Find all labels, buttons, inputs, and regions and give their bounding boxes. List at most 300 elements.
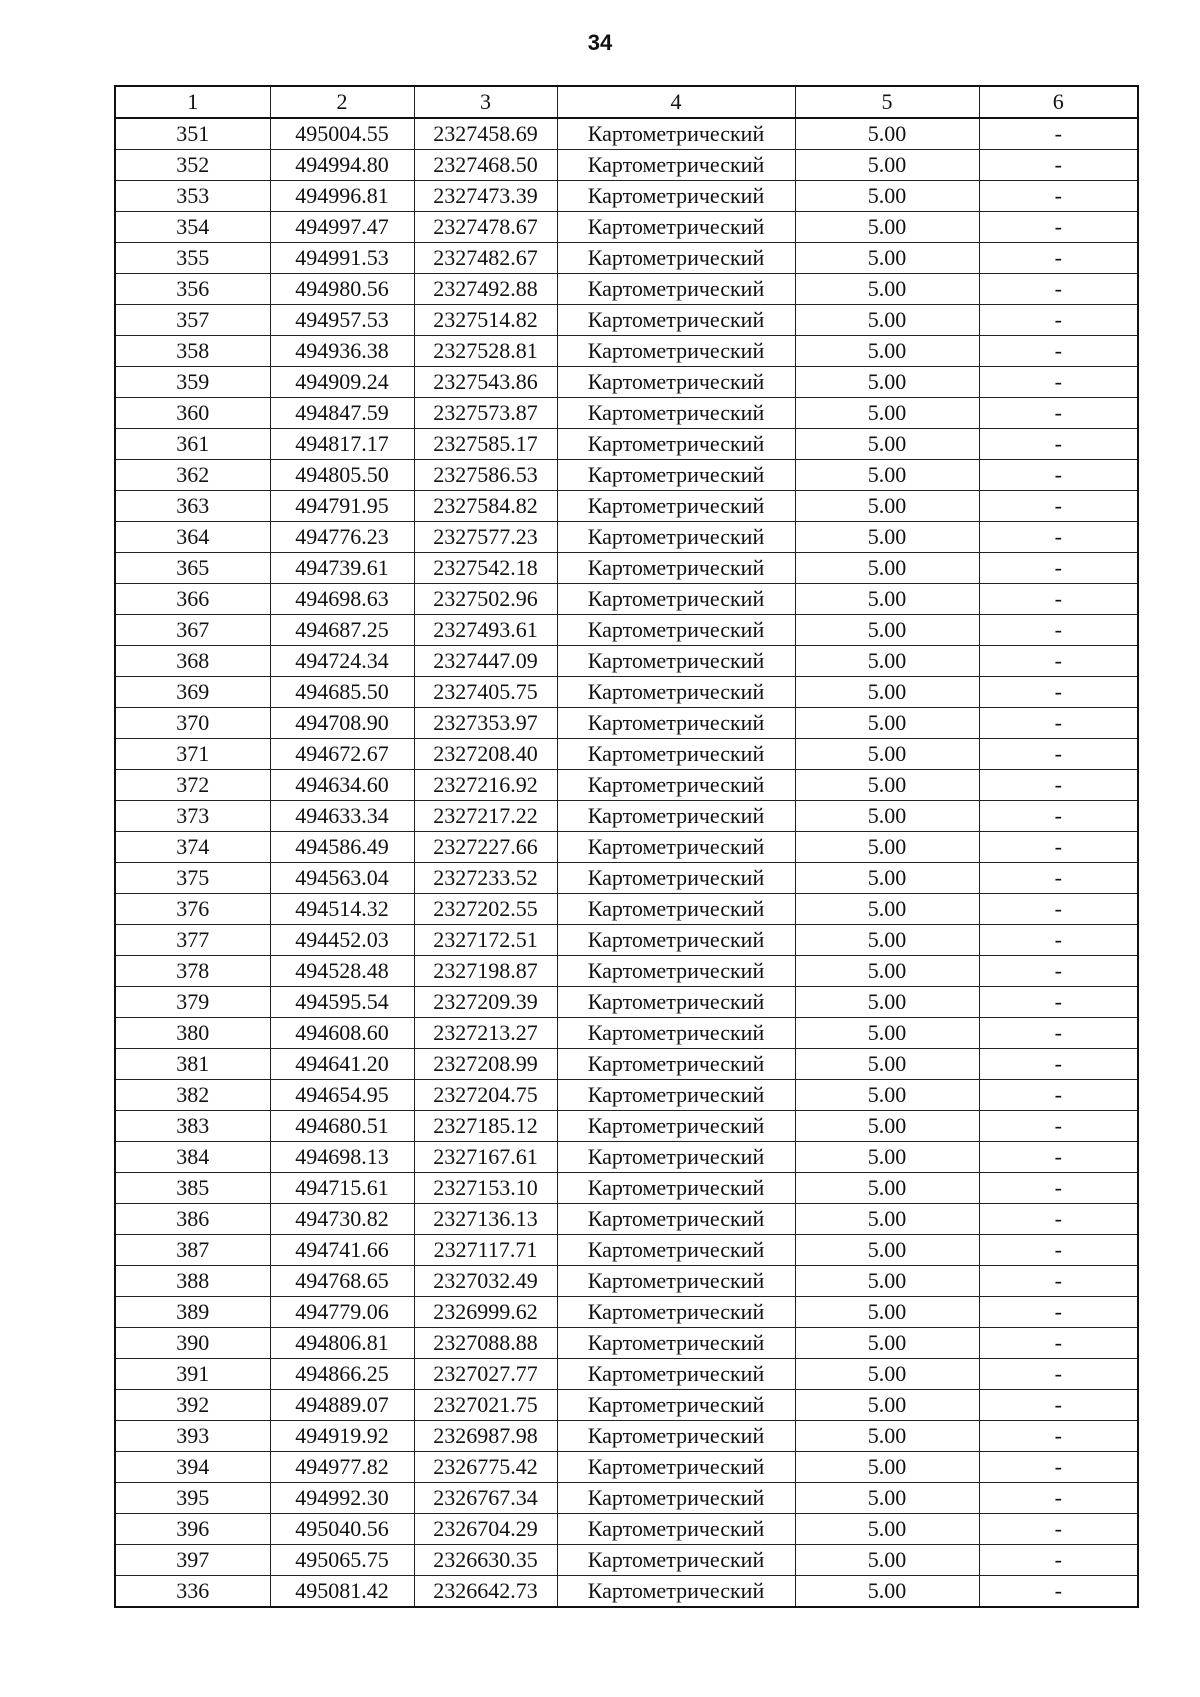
accuracy-cell: 5.00 [795,832,979,863]
accuracy-cell: 5.00 [795,863,979,894]
table-row [115,1297,1138,1328]
note-cell: - [979,987,1138,1018]
y-coordinate-cell: 2327227.66 [414,832,557,863]
y-coordinate-cell: 2327542.18 [414,553,557,584]
accuracy-cell: 5.00 [795,1235,979,1266]
point-number-cell: 351 [115,118,270,150]
note-cell: - [979,1173,1138,1204]
x-coordinate-cell: 494687.25 [270,615,414,646]
method-cell: Картометрический [557,770,795,801]
x-coordinate-cell: 494768.65 [270,1266,414,1297]
y-coordinate-cell: 2327584.82 [414,491,557,522]
accuracy-cell: 5.00 [795,1514,979,1545]
y-coordinate-cell: 2327482.67 [414,243,557,274]
x-coordinate-cell: 494992.30 [270,1483,414,1514]
accuracy-cell: 5.00 [795,1018,979,1049]
table-row [115,615,1138,646]
table-row [115,1576,1138,1608]
table-row [115,1390,1138,1421]
y-coordinate-cell: 2327492.88 [414,274,557,305]
table-row [115,336,1138,367]
column-header-5: 5 [795,86,979,118]
method-cell: Картометрический [557,1235,795,1266]
point-number-cell: 355 [115,243,270,274]
accuracy-cell: 5.00 [795,584,979,615]
table-row [115,491,1138,522]
point-number-cell: 384 [115,1142,270,1173]
y-coordinate-cell: 2327209.39 [414,987,557,1018]
note-cell: - [979,925,1138,956]
coordinates-table [114,85,1139,1608]
method-cell: Картометрический [557,1483,795,1514]
method-cell: Картометрический [557,646,795,677]
method-cell: Картометрический [557,305,795,336]
point-number-cell: 353 [115,181,270,212]
note-cell: - [979,181,1138,212]
y-coordinate-cell: 2327204.75 [414,1080,557,1111]
y-coordinate-cell: 2327208.99 [414,1049,557,1080]
accuracy-cell: 5.00 [795,801,979,832]
table-row [115,801,1138,832]
method-cell: Картометрический [557,1328,795,1359]
x-coordinate-cell: 494708.90 [270,708,414,739]
table-row [115,274,1138,305]
point-number-cell: 371 [115,739,270,770]
accuracy-cell: 5.00 [795,274,979,305]
accuracy-cell: 5.00 [795,925,979,956]
x-coordinate-cell: 495040.56 [270,1514,414,1545]
note-cell: - [979,1297,1138,1328]
point-number-cell: 365 [115,553,270,584]
note-cell: - [979,1204,1138,1235]
y-coordinate-cell: 2327543.86 [414,367,557,398]
method-cell: Картометрический [557,553,795,584]
table-row [115,1173,1138,1204]
accuracy-cell: 5.00 [795,987,979,1018]
table-row [115,1359,1138,1390]
point-number-cell: 356 [115,274,270,305]
accuracy-cell: 5.00 [795,1142,979,1173]
table-row [115,118,1138,150]
accuracy-cell: 5.00 [795,770,979,801]
accuracy-cell: 5.00 [795,1173,979,1204]
x-coordinate-cell: 494730.82 [270,1204,414,1235]
point-number-cell: 357 [115,305,270,336]
y-coordinate-cell: 2327586.53 [414,460,557,491]
point-number-cell: 389 [115,1297,270,1328]
point-number-cell: 391 [115,1359,270,1390]
point-number-cell: 352 [115,150,270,181]
point-number-cell: 392 [115,1390,270,1421]
method-cell: Картометрический [557,1545,795,1576]
x-coordinate-cell: 494563.04 [270,863,414,894]
y-coordinate-cell: 2327153.10 [414,1173,557,1204]
y-coordinate-cell: 2326642.73 [414,1576,557,1608]
method-cell: Картометрический [557,708,795,739]
y-coordinate-cell: 2327198.87 [414,956,557,987]
y-coordinate-cell: 2327233.52 [414,863,557,894]
point-number-cell: 396 [115,1514,270,1545]
method-cell: Картометрический [557,522,795,553]
note-cell: - [979,584,1138,615]
table-row [115,1142,1138,1173]
x-coordinate-cell: 494672.67 [270,739,414,770]
method-cell: Картометрический [557,1266,795,1297]
x-coordinate-cell: 494936.38 [270,336,414,367]
method-cell: Картометрический [557,1111,795,1142]
y-coordinate-cell: 2327213.27 [414,1018,557,1049]
point-number-cell: 379 [115,987,270,1018]
point-number-cell: 385 [115,1173,270,1204]
note-cell: - [979,1483,1138,1514]
note-cell: - [979,863,1138,894]
x-coordinate-cell: 494633.34 [270,801,414,832]
x-coordinate-cell: 494724.34 [270,646,414,677]
y-coordinate-cell: 2327032.49 [414,1266,557,1297]
point-number-cell: 388 [115,1266,270,1297]
point-number-cell: 395 [115,1483,270,1514]
accuracy-cell: 5.00 [795,491,979,522]
x-coordinate-cell: 494698.63 [270,584,414,615]
y-coordinate-cell: 2327468.50 [414,150,557,181]
x-coordinate-cell: 495081.42 [270,1576,414,1608]
note-cell: - [979,770,1138,801]
note-cell: - [979,1328,1138,1359]
table-row [115,398,1138,429]
table-row [115,1049,1138,1080]
point-number-cell: 354 [115,212,270,243]
accuracy-cell: 5.00 [795,1576,979,1608]
note-cell: - [979,708,1138,739]
x-coordinate-cell: 494791.95 [270,491,414,522]
note-cell: - [979,1390,1138,1421]
column-header-6: 6 [979,86,1138,118]
method-cell: Картометрический [557,1080,795,1111]
note-cell: - [979,305,1138,336]
table-row [115,305,1138,336]
note-cell: - [979,1111,1138,1142]
table-row [115,1328,1138,1359]
note-cell: - [979,398,1138,429]
x-coordinate-cell: 494996.81 [270,181,414,212]
y-coordinate-cell: 2326630.35 [414,1545,557,1576]
note-cell: - [979,739,1138,770]
table-row [115,181,1138,212]
y-coordinate-cell: 2327027.77 [414,1359,557,1390]
x-coordinate-cell: 494776.23 [270,522,414,553]
y-coordinate-cell: 2326704.29 [414,1514,557,1545]
accuracy-cell: 5.00 [795,243,979,274]
point-number-cell: 376 [115,894,270,925]
y-coordinate-cell: 2327528.81 [414,336,557,367]
table-body [115,118,1138,1607]
y-coordinate-cell: 2327167.61 [414,1142,557,1173]
accuracy-cell: 5.00 [795,150,979,181]
table-row [115,150,1138,181]
method-cell: Картометрический [557,1359,795,1390]
method-cell: Картометрический [557,615,795,646]
note-cell: - [979,150,1138,181]
accuracy-cell: 5.00 [795,1049,979,1080]
method-cell: Картометрический [557,367,795,398]
x-coordinate-cell: 494739.61 [270,553,414,584]
accuracy-cell: 5.00 [795,181,979,212]
y-coordinate-cell: 2327353.97 [414,708,557,739]
accuracy-cell: 5.00 [795,1266,979,1297]
method-cell: Картометрический [557,398,795,429]
method-cell: Картометрический [557,1018,795,1049]
method-cell: Картометрический [557,894,795,925]
table-row [115,243,1138,274]
accuracy-cell: 5.00 [795,367,979,398]
table-row [115,1421,1138,1452]
method-cell: Картометрический [557,491,795,522]
x-coordinate-cell: 494919.92 [270,1421,414,1452]
point-number-cell: 377 [115,925,270,956]
accuracy-cell: 5.00 [795,646,979,677]
accuracy-cell: 5.00 [795,1390,979,1421]
table-row [115,708,1138,739]
x-coordinate-cell: 494654.95 [270,1080,414,1111]
method-cell: Картометрический [557,1390,795,1421]
x-coordinate-cell: 494866.25 [270,1359,414,1390]
y-coordinate-cell: 2327185.12 [414,1111,557,1142]
note-cell: - [979,460,1138,491]
method-cell: Картометрический [557,429,795,460]
y-coordinate-cell: 2327202.55 [414,894,557,925]
note-cell: - [979,1142,1138,1173]
method-cell: Картометрический [557,956,795,987]
accuracy-cell: 5.00 [795,615,979,646]
table-row [115,739,1138,770]
method-cell: Картометрический [557,739,795,770]
table-row [115,1235,1138,1266]
note-cell: - [979,336,1138,367]
y-coordinate-cell: 2327208.40 [414,739,557,770]
table-row [115,553,1138,584]
note-cell: - [979,429,1138,460]
table-row [115,1204,1138,1235]
y-coordinate-cell: 2327088.88 [414,1328,557,1359]
table-row [115,212,1138,243]
point-number-cell: 372 [115,770,270,801]
note-cell: - [979,956,1138,987]
point-number-cell: 394 [115,1452,270,1483]
x-coordinate-cell: 494994.80 [270,150,414,181]
note-cell: - [979,522,1138,553]
note-cell: - [979,1049,1138,1080]
x-coordinate-cell: 494997.47 [270,212,414,243]
accuracy-cell: 5.00 [795,1080,979,1111]
accuracy-cell: 5.00 [795,212,979,243]
point-number-cell: 390 [115,1328,270,1359]
accuracy-cell: 5.00 [795,956,979,987]
x-coordinate-cell: 494634.60 [270,770,414,801]
point-number-cell: 360 [115,398,270,429]
method-cell: Картометрический [557,181,795,212]
accuracy-cell: 5.00 [795,336,979,367]
point-number-cell: 397 [115,1545,270,1576]
x-coordinate-cell: 494957.53 [270,305,414,336]
x-coordinate-cell: 494980.56 [270,274,414,305]
point-number-cell: 382 [115,1080,270,1111]
column-header-1: 1 [115,86,270,118]
note-cell: - [979,553,1138,584]
table-header [115,86,1138,118]
point-number-cell: 369 [115,677,270,708]
accuracy-cell: 5.00 [795,1483,979,1514]
method-cell: Картометрический [557,243,795,274]
point-number-cell: 387 [115,1235,270,1266]
page-number: 34 [587,30,613,55]
y-coordinate-cell: 2327585.17 [414,429,557,460]
table-row [115,1514,1138,1545]
table-row [115,1266,1138,1297]
y-coordinate-cell: 2326775.42 [414,1452,557,1483]
accuracy-cell: 5.00 [795,677,979,708]
method-cell: Картометрический [557,1142,795,1173]
x-coordinate-cell: 494586.49 [270,832,414,863]
point-number-cell: 375 [115,863,270,894]
accuracy-cell: 5.00 [795,305,979,336]
table-row [115,1018,1138,1049]
method-cell: Картометрический [557,1452,795,1483]
note-cell: - [979,646,1138,677]
x-coordinate-cell: 494685.50 [270,677,414,708]
point-number-cell: 364 [115,522,270,553]
method-cell: Картометрический [557,584,795,615]
method-cell: Картометрический [557,1049,795,1080]
note-cell: - [979,274,1138,305]
point-number-cell: 368 [115,646,270,677]
point-number-cell: 336 [115,1576,270,1608]
y-coordinate-cell: 2327021.75 [414,1390,557,1421]
method-cell: Картометрический [557,274,795,305]
x-coordinate-cell: 495004.55 [270,118,414,150]
table-row [115,584,1138,615]
point-number-cell: 362 [115,460,270,491]
method-cell: Картометрический [557,118,795,150]
accuracy-cell: 5.00 [795,429,979,460]
accuracy-cell: 5.00 [795,1204,979,1235]
y-coordinate-cell: 2327136.13 [414,1204,557,1235]
x-coordinate-cell: 494806.81 [270,1328,414,1359]
y-coordinate-cell: 2327458.69 [414,118,557,150]
y-coordinate-cell: 2327216.92 [414,770,557,801]
table-row [115,832,1138,863]
x-coordinate-cell: 494805.50 [270,460,414,491]
note-cell: - [979,1359,1138,1390]
point-number-cell: 370 [115,708,270,739]
table-row [115,646,1138,677]
accuracy-cell: 5.00 [795,1359,979,1390]
y-coordinate-cell: 2327514.82 [414,305,557,336]
point-number-cell: 374 [115,832,270,863]
table-row [115,367,1138,398]
note-cell: - [979,1576,1138,1608]
accuracy-cell: 5.00 [795,553,979,584]
table-row [115,987,1138,1018]
method-cell: Картометрический [557,336,795,367]
header-row [115,86,1138,118]
point-number-cell: 373 [115,801,270,832]
method-cell: Картометрический [557,677,795,708]
x-coordinate-cell: 494889.07 [270,1390,414,1421]
point-number-cell: 393 [115,1421,270,1452]
method-cell: Картометрический [557,925,795,956]
note-cell: - [979,1266,1138,1297]
accuracy-cell: 5.00 [795,739,979,770]
y-coordinate-cell: 2327117.71 [414,1235,557,1266]
x-coordinate-cell: 494514.32 [270,894,414,925]
method-cell: Картометрический [557,863,795,894]
note-cell: - [979,1421,1138,1452]
method-cell: Картометрический [557,1204,795,1235]
y-coordinate-cell: 2327577.23 [414,522,557,553]
table-row [115,863,1138,894]
column-header-2: 2 [270,86,414,118]
point-number-cell: 380 [115,1018,270,1049]
accuracy-cell: 5.00 [795,460,979,491]
accuracy-cell: 5.00 [795,118,979,150]
y-coordinate-cell: 2327502.96 [414,584,557,615]
table-row [115,956,1138,987]
method-cell: Картометрический [557,1576,795,1608]
point-number-cell: 361 [115,429,270,460]
point-number-cell: 381 [115,1049,270,1080]
table-row [115,522,1138,553]
y-coordinate-cell: 2327473.39 [414,181,557,212]
table-row [115,1452,1138,1483]
accuracy-cell: 5.00 [795,708,979,739]
method-cell: Картометрический [557,1421,795,1452]
table-row [115,677,1138,708]
note-cell: - [979,118,1138,150]
note-cell: - [979,491,1138,522]
column-header-4: 4 [557,86,795,118]
x-coordinate-cell: 495065.75 [270,1545,414,1576]
note-cell: - [979,212,1138,243]
point-number-cell: 367 [115,615,270,646]
x-coordinate-cell: 494779.06 [270,1297,414,1328]
method-cell: Картометрический [557,801,795,832]
point-number-cell: 386 [115,1204,270,1235]
x-coordinate-cell: 494977.82 [270,1452,414,1483]
y-coordinate-cell: 2327573.87 [414,398,557,429]
y-coordinate-cell: 2326767.34 [414,1483,557,1514]
point-number-cell: 383 [115,1111,270,1142]
accuracy-cell: 5.00 [795,894,979,925]
table-row [115,894,1138,925]
note-cell: - [979,894,1138,925]
accuracy-cell: 5.00 [795,1452,979,1483]
method-cell: Картометрический [557,460,795,491]
column-header-3: 3 [414,86,557,118]
x-coordinate-cell: 494991.53 [270,243,414,274]
x-coordinate-cell: 494595.54 [270,987,414,1018]
y-coordinate-cell: 2327172.51 [414,925,557,956]
method-cell: Картометрический [557,832,795,863]
y-coordinate-cell: 2327493.61 [414,615,557,646]
y-coordinate-cell: 2327405.75 [414,677,557,708]
method-cell: Картометрический [557,1297,795,1328]
note-cell: - [979,677,1138,708]
table-row [115,460,1138,491]
accuracy-cell: 5.00 [795,1297,979,1328]
x-coordinate-cell: 494641.20 [270,1049,414,1080]
x-coordinate-cell: 494741.66 [270,1235,414,1266]
x-coordinate-cell: 494680.51 [270,1111,414,1142]
